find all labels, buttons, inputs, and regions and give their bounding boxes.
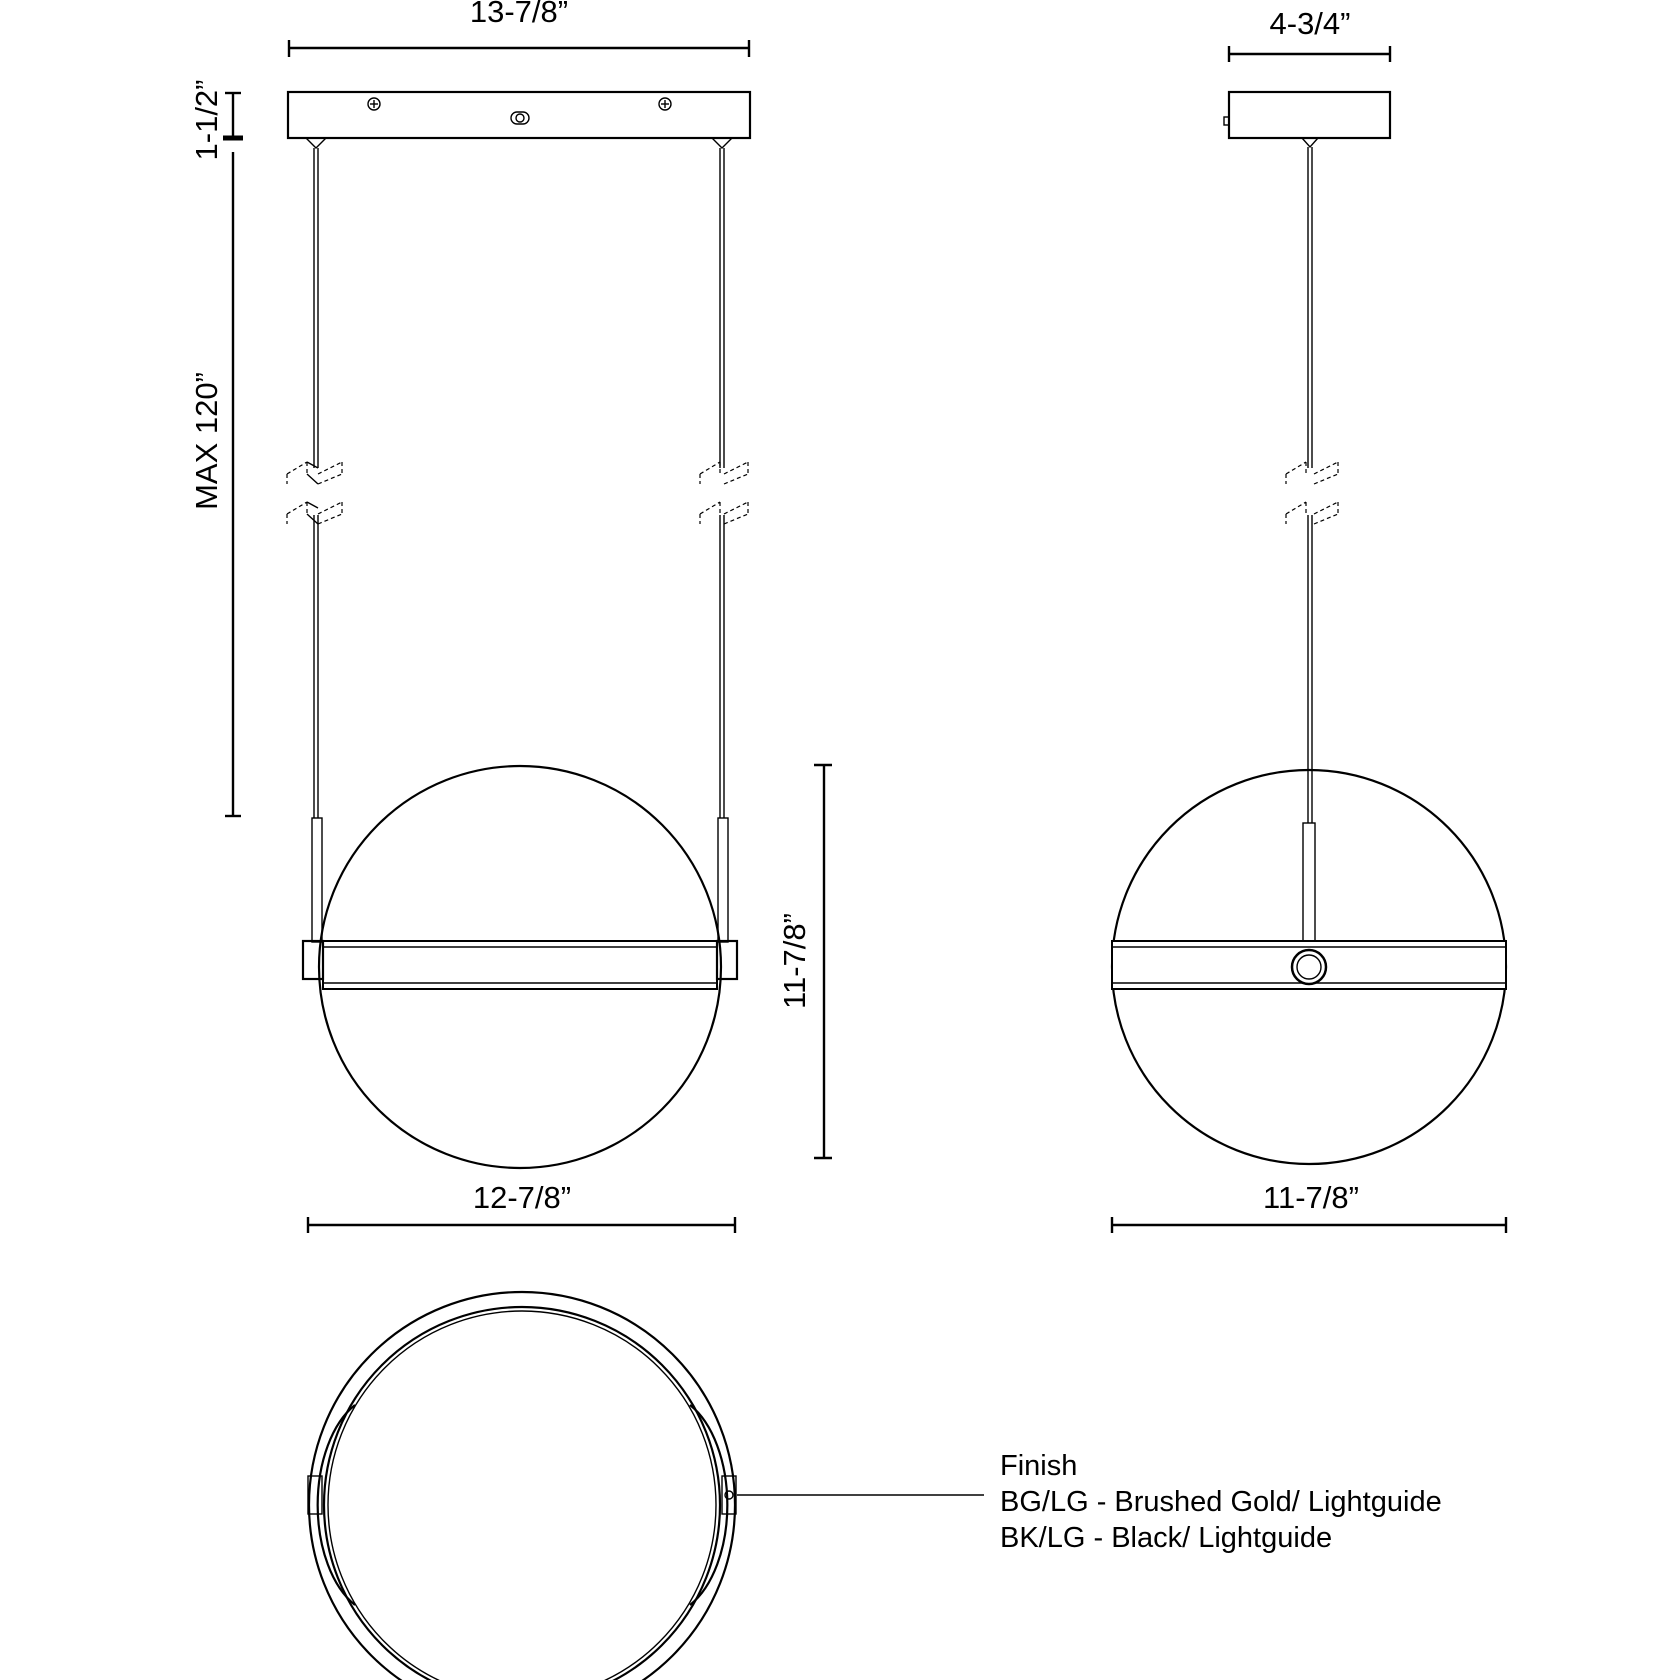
canopy-side (1224, 92, 1390, 147)
cable-left (287, 138, 342, 818)
canopy-width-label: 13-7/8” (469, 0, 569, 29)
globe-front (303, 766, 737, 1168)
dimension-side-width (1112, 1180, 1506, 1233)
front-width-label: 12-7/8” (472, 1180, 572, 1215)
dimension-globe-height (777, 765, 832, 1158)
dimension-max-length (189, 152, 241, 816)
bottom-view (308, 1292, 984, 1680)
finish-option-brushed-gold: BG/LG - Brushed Gold/ Lightguide (1000, 1486, 1442, 1518)
cable-right (700, 138, 748, 818)
canopy-height-label: 1-1/2” (189, 79, 224, 161)
dimension-canopy-width (289, 0, 749, 57)
side-canopy-width-label: 4-3/4” (1269, 6, 1351, 41)
side-width-label: 11-7/8” (1263, 1180, 1359, 1215)
finish-legend (1000, 1450, 1442, 1554)
dimension-side-canopy-width (1229, 6, 1390, 62)
canopy-front (288, 92, 750, 138)
finish-heading: Finish (1000, 1450, 1078, 1482)
dimension-front-width (308, 1180, 735, 1233)
finish-option-black: BK/LG - Black/ Lightguide (1000, 1522, 1333, 1554)
max-length-label: MAX 120” (189, 372, 224, 510)
dimension-canopy-height (189, 80, 243, 161)
cable-side (1286, 147, 1338, 823)
globe-side (1112, 770, 1506, 1164)
side-view (1112, 6, 1506, 1233)
front-view (189, 0, 832, 1233)
globe-height-label: 11-7/8” (777, 913, 812, 1009)
